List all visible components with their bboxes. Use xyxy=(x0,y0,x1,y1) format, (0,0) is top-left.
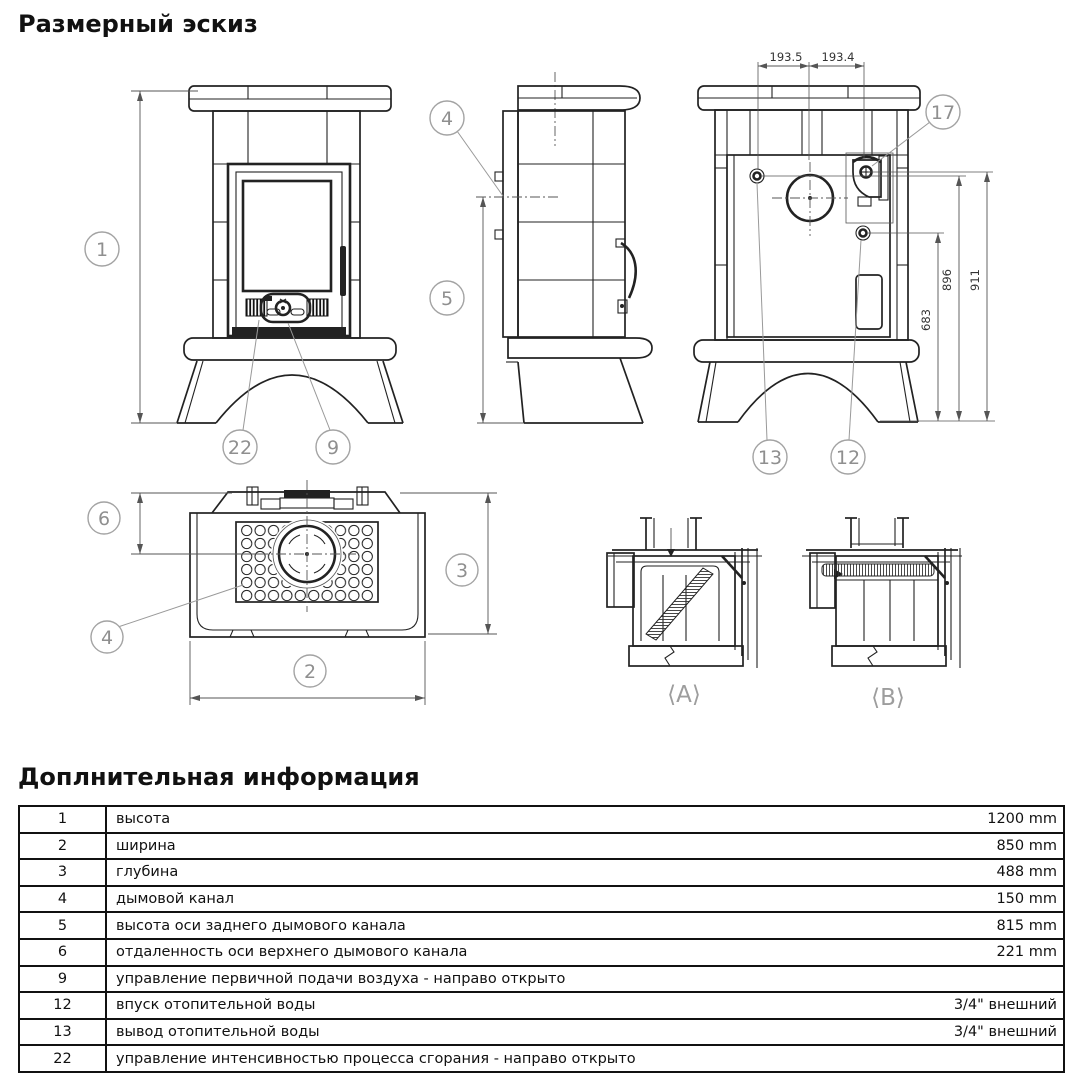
row-value: 815 mm xyxy=(882,912,1064,939)
row-value: 221 mm xyxy=(882,939,1064,966)
front-view xyxy=(85,86,403,464)
row-value: 3/4" внешний xyxy=(882,1019,1064,1046)
row-number: 12 xyxy=(19,992,106,1019)
door-handle-side xyxy=(616,239,636,313)
callout-6-label: 6 xyxy=(97,508,111,530)
callout-6-top-axis xyxy=(88,502,120,534)
stove-door xyxy=(228,164,350,336)
dimension-height xyxy=(131,91,198,423)
row-description: управление интенсивностью процесса сгорания - направо открыто xyxy=(106,1045,882,1072)
callout-22-label: 22 xyxy=(227,437,253,459)
row-description: высота xyxy=(106,806,882,833)
dimension-top-axis xyxy=(131,493,258,554)
row-description: вывод отопительной воды xyxy=(106,1019,882,1046)
row-number: 5 xyxy=(19,912,106,939)
row-value: 850 mm xyxy=(882,833,1064,860)
side-view xyxy=(430,72,652,423)
callout-1-height xyxy=(85,232,119,266)
table-row xyxy=(19,833,1064,860)
row-number: 22 xyxy=(19,1045,106,1072)
callout-2-label: 2 xyxy=(303,661,317,683)
water-outlet-boss xyxy=(750,169,764,183)
dimension-rear-axis xyxy=(477,197,524,423)
baffle-b xyxy=(822,564,934,576)
door-handle xyxy=(340,246,346,296)
dim-193-5: 193.5 xyxy=(769,50,803,64)
row-description: управление первичной подачи воздуха - направо открыто xyxy=(106,966,882,993)
callout-9-air xyxy=(316,430,350,464)
callout-3-depth xyxy=(446,554,478,586)
row-description: отдаленность оси верхнего дымового канала xyxy=(106,939,882,966)
callout-22-combustion xyxy=(223,430,257,464)
row-value: 3/4" внешний xyxy=(882,992,1064,1019)
table-row xyxy=(19,939,1064,966)
callout-4-label: 4 xyxy=(440,108,454,130)
dimension-heights-right xyxy=(762,172,995,421)
callout-4-grille-label: 4 xyxy=(100,627,114,649)
info-table xyxy=(18,805,1065,1073)
section-a-label: ⟨A⟩ xyxy=(667,682,701,708)
dim-896: 896 xyxy=(940,269,954,291)
row-value xyxy=(882,966,1064,993)
callout-3-label: 3 xyxy=(455,560,469,582)
table-row xyxy=(19,886,1064,913)
dim-193-4: 193.4 xyxy=(821,50,855,64)
row-value: 150 mm xyxy=(882,886,1064,913)
callout-5-rear-axis xyxy=(430,281,464,315)
page-title: Размерный эскиз xyxy=(18,10,258,38)
table-row xyxy=(19,1045,1064,1072)
row-description: высота оси заднего дымового канала xyxy=(106,912,882,939)
water-inlet-boss xyxy=(856,226,870,240)
row-number: 9 xyxy=(19,966,106,993)
callout-4-grille xyxy=(91,621,123,653)
back-view xyxy=(694,50,995,474)
row-description: глубина xyxy=(106,859,882,886)
row-number: 2 xyxy=(19,833,106,860)
row-number: 6 xyxy=(19,939,106,966)
safety-valve xyxy=(846,153,893,223)
callout-13-water-outlet xyxy=(753,440,787,474)
section-b-label: ⟨B⟩ xyxy=(871,685,905,711)
callout-13-label: 13 xyxy=(757,447,783,469)
row-description: дымовой канал xyxy=(106,886,882,913)
callout-2-width xyxy=(294,655,326,687)
row-description: впуск отопительной воды xyxy=(106,992,882,1019)
callout-1-label: 1 xyxy=(95,239,109,261)
dim-683: 683 xyxy=(919,309,933,331)
table-row xyxy=(19,806,1064,833)
callout-12-label: 12 xyxy=(835,447,861,469)
rear-smoke-outlet xyxy=(772,162,848,236)
left-vent xyxy=(246,299,267,316)
callout-17-valve xyxy=(926,95,960,129)
section-b xyxy=(802,518,962,711)
row-number: 1 xyxy=(19,806,106,833)
info-title: Доплнительная информация xyxy=(18,763,420,791)
callout-9-label: 9 xyxy=(326,437,340,459)
dim-911: 911 xyxy=(968,269,982,291)
callout-5-label: 5 xyxy=(440,288,454,310)
section-a xyxy=(607,518,762,708)
table-row xyxy=(19,912,1064,939)
table-row xyxy=(19,1019,1064,1046)
callout-4-smoke-channel xyxy=(430,101,464,135)
table-row xyxy=(19,992,1064,1019)
row-value: 488 mm xyxy=(882,859,1064,886)
row-value xyxy=(882,1045,1064,1072)
back-plate xyxy=(856,275,882,329)
table-row xyxy=(19,859,1064,886)
row-number: 4 xyxy=(19,886,106,913)
row-number: 13 xyxy=(19,1019,106,1046)
callout-12-water-inlet xyxy=(831,440,865,474)
row-description: ширина xyxy=(106,833,882,860)
callout-17-label: 17 xyxy=(930,102,956,124)
top-view xyxy=(88,480,497,705)
baffle-a xyxy=(646,568,713,640)
table-row xyxy=(19,966,1064,993)
row-number: 3 xyxy=(19,859,106,886)
row-value: 1200 mm xyxy=(882,806,1064,833)
